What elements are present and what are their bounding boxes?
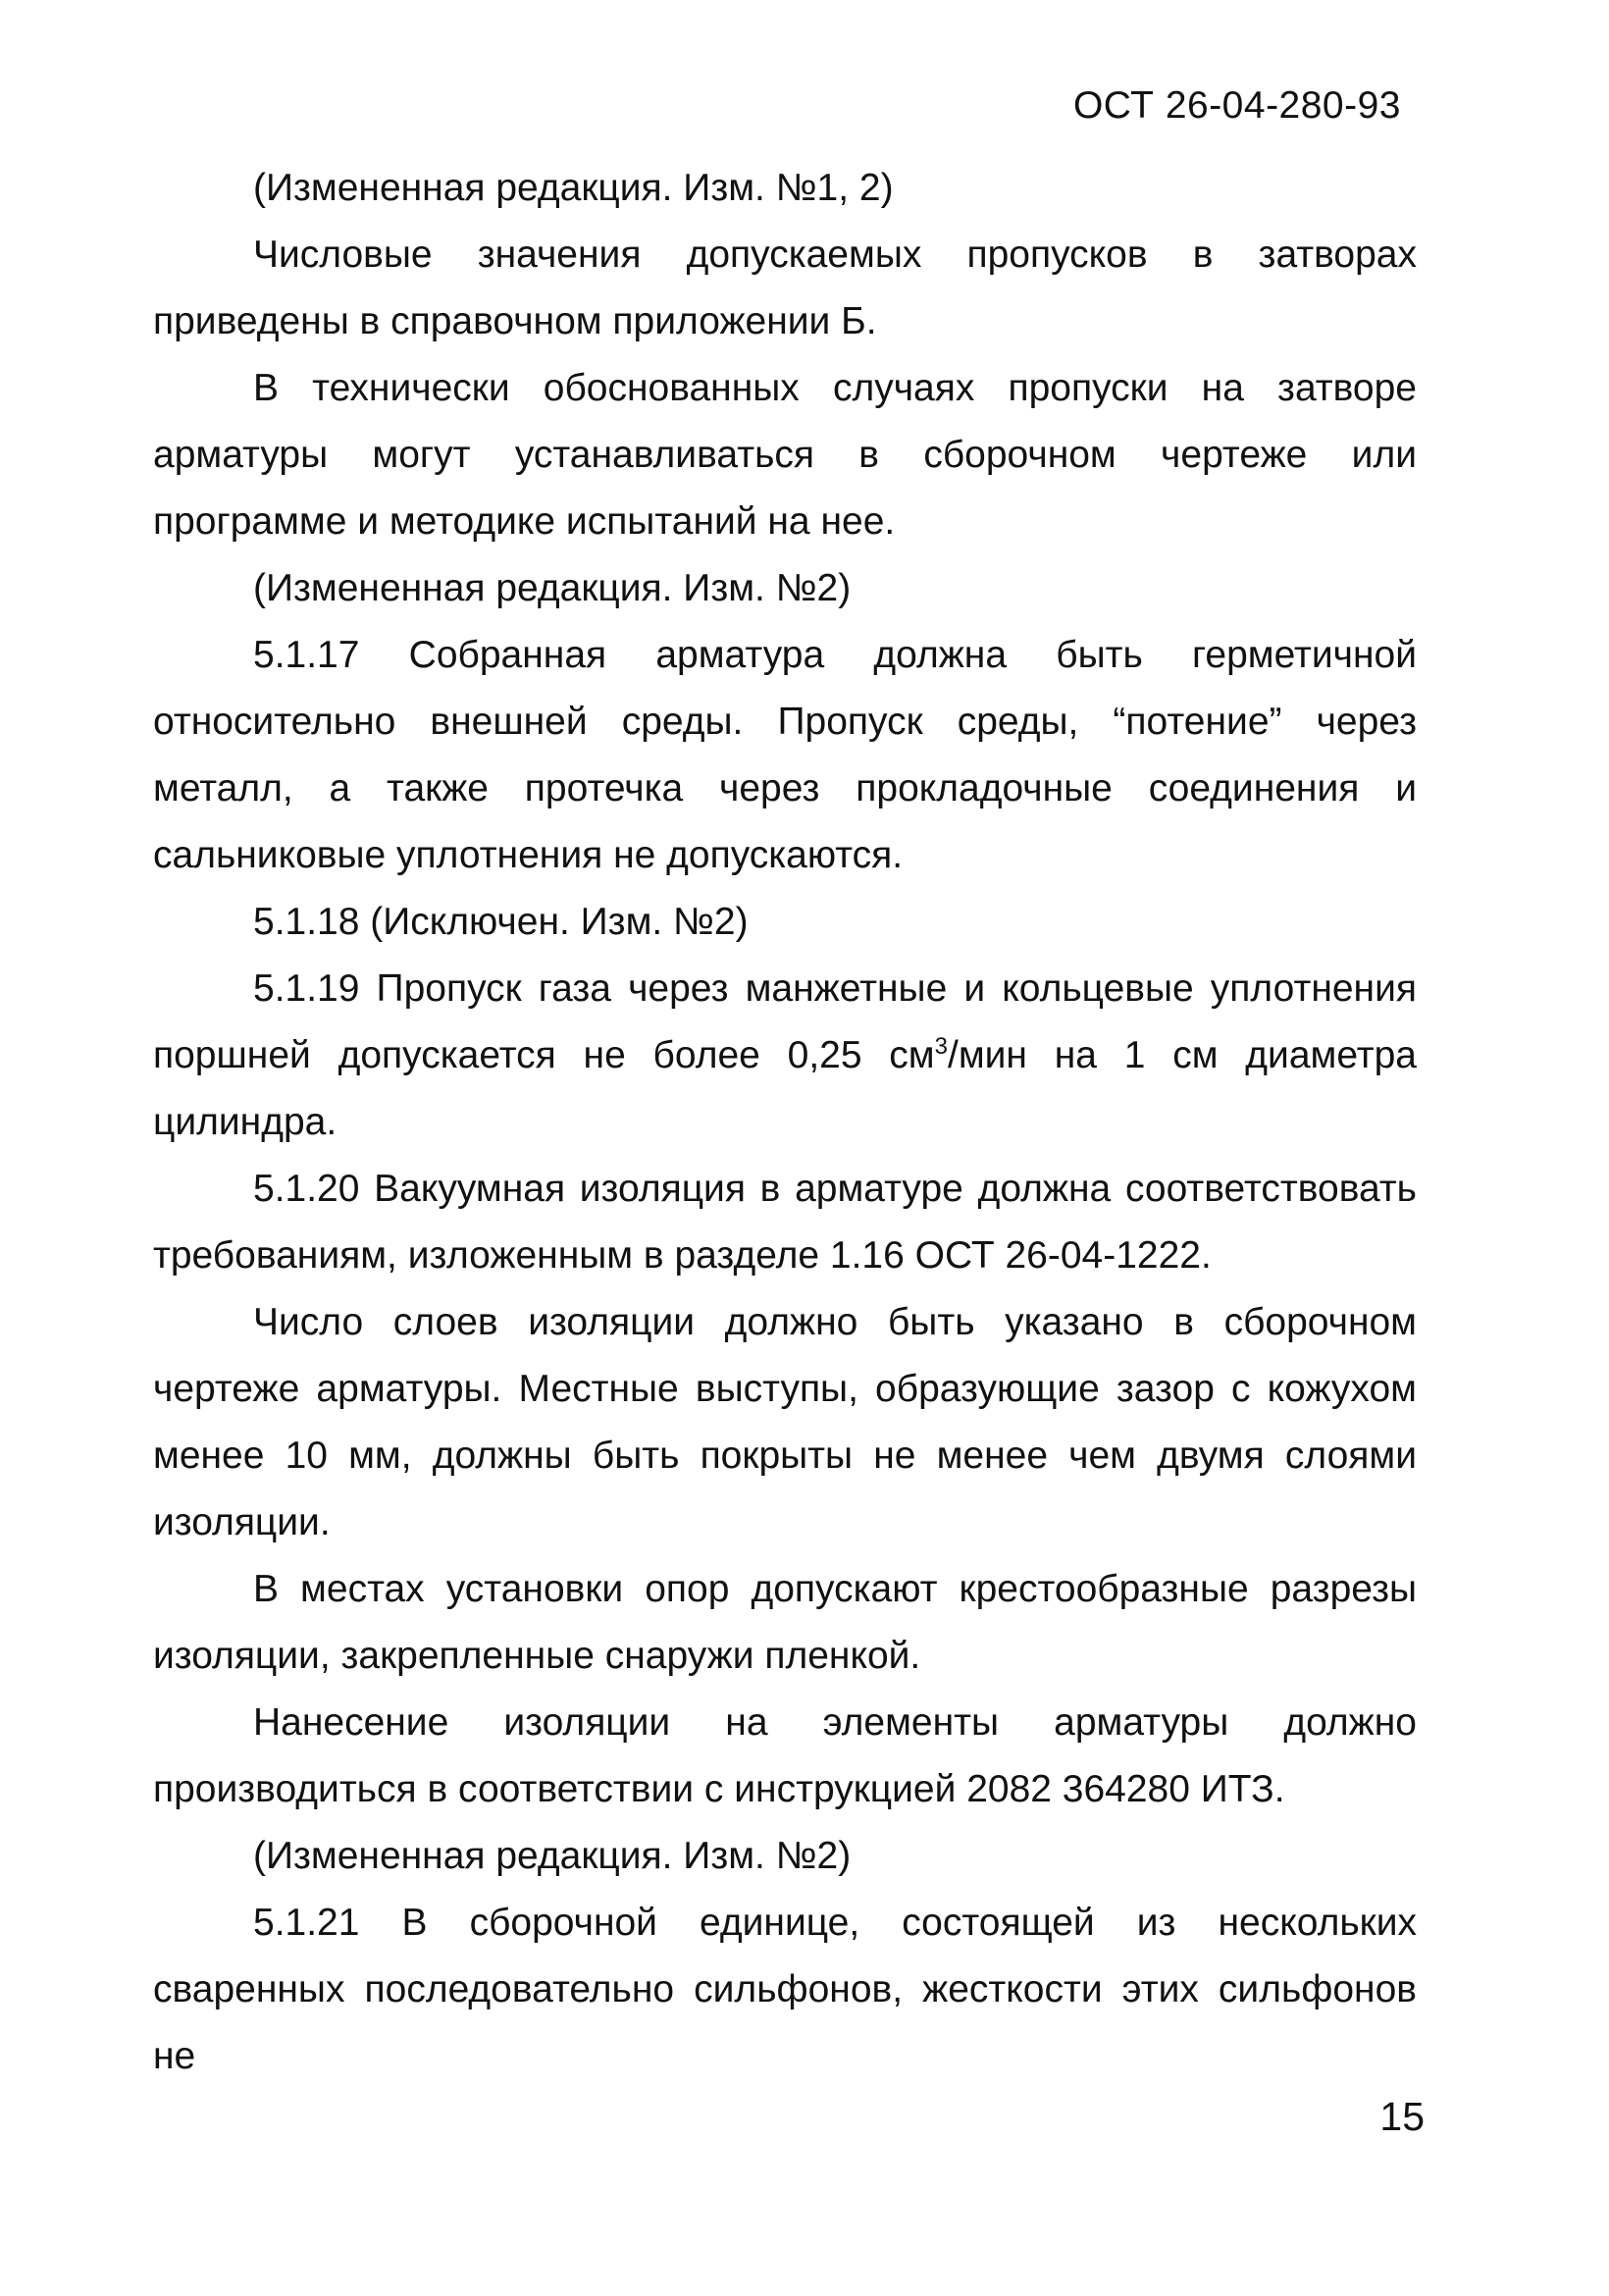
paragraph-justified-leaks: В технически обоснованных случаях пропуски на затворе арматуры могут устанавливаться в сборочном чертеже или программе и методике испытаний на нее.: [153, 367, 1417, 543]
superscript-cube: 3: [934, 1033, 948, 1060]
paragraph-insulation-application: Нанесение изоляции на элементы арматуры должно производиться в соответствии с инструкцией 2082 364280 ИТЗ.: [153, 1701, 1417, 1810]
clause-5-1-21: 5.1.21 В сборочной единице, состоящей из нескольких сваренных последовательно сильфонов, жесткости этих сильфонов не: [153, 1902, 1417, 2077]
amendment-note-3: (Измененная редакция. Изм. №2): [253, 1835, 852, 1877]
clause-5-1-19-text-end: /мин на 1 см диаметра цилиндра.: [153, 1034, 1417, 1143]
clause-5-1-18: 5.1.18 (Исключен. Изм. №2): [253, 901, 749, 943]
clause-5-1-19-text-start: 5.1.19 Пропуск газа через манжетные и кольцевые уплотнения поршней допускается не более 0,25 см: [153, 967, 1417, 1076]
document-body: [153, 155, 1417, 2090]
document-header: ОСТ 26-04-280-93: [1072, 84, 1401, 127]
clause-5-1-20: 5.1.20 Вакуумная изоляция в арматуре должна соответствовать требованиям, изложенным в разделе 1.16 ОСТ 26-04-1222.: [153, 1168, 1417, 1277]
amendment-note-2: (Измененная редакция. Изм. №2): [253, 567, 852, 609]
paragraph-support-cuts: В местах установки опор допускают крестообразные разрезы изоляции, закрепленные снаружи пленкой.: [153, 1568, 1417, 1677]
amendment-note-1: (Измененная редакция. Изм. №1, 2): [253, 167, 894, 209]
clause-5-1-17: 5.1.17 Собранная арматура должна быть герметичной относительно внешней среды. Пропуск среды, “потение” через металл, а также протечка через прокладочные соединения и сальниковые уплотнения не допускаются.: [153, 634, 1417, 876]
page-number: 15: [1379, 2094, 1425, 2139]
paragraph-insulation-layers: Число слоев изоляции должно быть указано в сборочном чертеже арматуры. Местные выступы, образующие зазор с кожухом менее 10 мм, должны быть покрыты не менее чем двумя слоями изоляции.: [153, 1301, 1417, 1543]
paragraph-leak-values: Числовые значения допускаемых пропусков в затворах приведены в справочном приложении Б.: [153, 234, 1417, 342]
clause-5-1-19: [153, 956, 1417, 1156]
